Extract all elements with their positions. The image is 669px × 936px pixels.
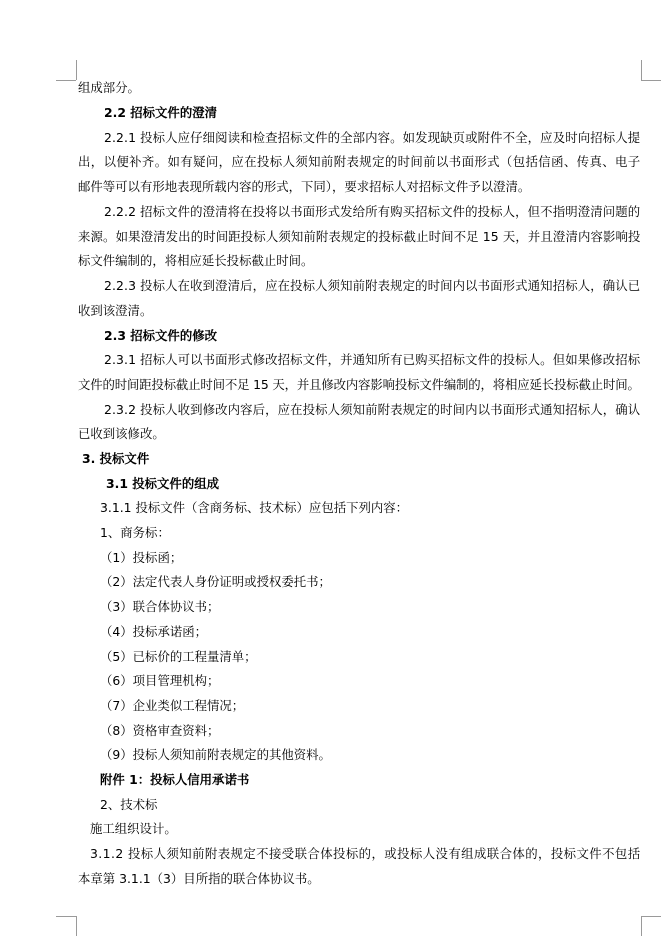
text-line: 施工组织设计。 xyxy=(90,821,177,836)
list-item: （8）资格审查资料； xyxy=(100,723,220,738)
section-heading: 3.1 投标文件的组成 xyxy=(106,476,219,491)
text-line: 2.2.2 招标文件的澄清将在投将以书面形式发给所有购买招标文件的投标人，但不指明澄清问题的 xyxy=(104,204,641,219)
crop-mark-bottom-right-v xyxy=(641,916,642,936)
crop-mark-top-right-v xyxy=(641,60,642,80)
list-heading: 1、商务标： xyxy=(100,525,170,540)
attachment-heading: 附件 1：投标人信用承诺书 xyxy=(100,772,250,787)
list-item: （3）联合体协议书； xyxy=(100,599,220,614)
text-line: 来源。如果澄清发出的时间距投标人须知前附表规定的投标截止时间不足 15 天，并且澄清内容影响投 xyxy=(78,229,641,244)
text-line: 3.1.2 投标人须知前附表规定不接受联合体投标的，或投标人没有组成联合体的，投标文件不包括 xyxy=(90,846,641,861)
text-line: 收到该澄清。 xyxy=(78,303,153,318)
text-line: 已收到该修改。 xyxy=(78,426,165,441)
text-line: 3.1.1 投标文件（含商务标、技术标）应包括下列内容： xyxy=(100,500,409,515)
crop-mark-bottom-left-v xyxy=(76,916,77,936)
text-line: 组成部分。 xyxy=(78,80,140,95)
chapter-heading: 3. 投标文件 xyxy=(82,451,150,466)
crop-mark-top-left-h xyxy=(56,80,76,81)
text-line: 邮件等可以有形地表现所载内容的形式，下同），要求招标人对招标文件予以澄清。 xyxy=(78,179,531,194)
list-item: （1）投标函； xyxy=(100,550,183,565)
crop-mark-bottom-right-h xyxy=(641,916,661,917)
crop-mark-bottom-left-h xyxy=(56,916,76,917)
crop-mark-top-right-h xyxy=(641,80,661,81)
list-item: （7）企业类似工程情况； xyxy=(100,698,245,713)
list-item: （6）项目管理机构； xyxy=(100,673,220,688)
list-item: （2）法定代表人身份证明或授权委托书； xyxy=(100,574,331,589)
text-line: 出，以便补齐。如有疑问，应在投标人须知前附表规定的时间前以书面形式（包括信函、传真、电子 xyxy=(78,154,641,169)
list-item: （4）投标承诺函； xyxy=(100,624,208,639)
text-line: 2.2.1 投标人应仔细阅读和检查招标文件的全部内容。如发现缺页或附件不全，应及时向招标人提 xyxy=(104,130,641,145)
section-heading: 2.2 招标文件的澄清 xyxy=(104,105,217,120)
text-line: 2.3.1 招标人可以书面形式修改招标文件，并通知所有已购买招标文件的投标人。但如果修改招标 xyxy=(104,352,641,367)
text-line: 文件的时间距投标截止时间不足 15 天，并且修改内容影响投标文件编制的，将相应延长投标截止时间。 xyxy=(78,377,640,392)
list-item: （9）投标人须知前附表规定的其他资料。 xyxy=(100,747,331,762)
section-heading: 2.3 招标文件的修改 xyxy=(104,328,217,343)
text-line: 标文件编制的，将相应延长投标截止时间。 xyxy=(78,253,314,268)
crop-mark-top-left-v xyxy=(76,60,77,80)
text-line: 2.3.2 投标人收到修改内容后，应在投标人须知前附表规定的时间内以书面形式通知招标人，确认 xyxy=(104,402,641,417)
text-line: 2.2.3 投标人在收到澄清后，应在投标人须知前附表规定的时间内以书面形式通知招标人，确认已 xyxy=(104,278,641,293)
list-heading: 2、技术标 xyxy=(100,797,158,812)
list-item: （5）已标价的工程量清单； xyxy=(100,649,257,664)
text-line: 本章第 3.1.1（3）目所指的联合体协议书。 xyxy=(78,871,320,886)
